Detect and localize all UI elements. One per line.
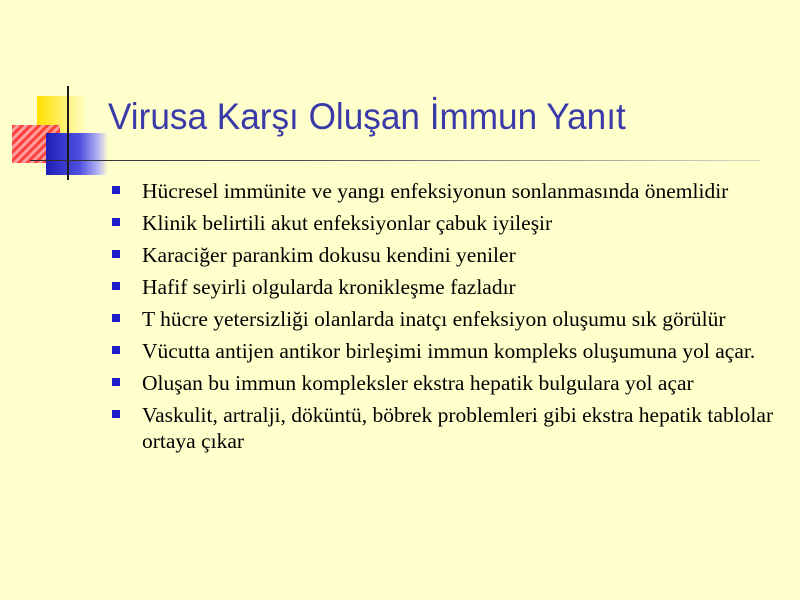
bullet-text: Hafif seyirli olgularda kronikleşme fazladır: [142, 275, 516, 299]
bullet-text: Vaskulit, artralji, döküntü, böbrek problemleri gibi ekstra hepatik tablolar ortaya çıkar: [142, 403, 774, 453]
square-bullet-icon: [112, 410, 120, 418]
square-bullet-icon: [112, 346, 120, 354]
bullet-item: [110, 242, 790, 268]
vertical-rule: [67, 86, 69, 180]
square-bullet-icon: [112, 218, 120, 226]
square-bullet-icon: [112, 282, 120, 290]
square-bullet-icon: [112, 186, 120, 194]
title-underline: [30, 160, 760, 161]
blue-block: [46, 133, 108, 175]
square-bullet-icon: [112, 250, 120, 258]
bullet-item: [110, 370, 790, 396]
slide-title: Virusa Karşı Oluşan İmmun Yanıt: [108, 96, 626, 137]
bullet-list: [110, 178, 790, 460]
bullet-text: Klinik belirtili akut enfeksiyonlar çabuk iyileşir: [142, 211, 553, 235]
bullet-item: [110, 338, 790, 364]
bullet-text: Vücutta antijen antikor birleşimi immun kompleks oluşumuna yol açar.: [142, 339, 756, 363]
bullet-text: Karaciğer parankim dokusu kendini yeniler: [142, 243, 516, 267]
square-bullet-icon: [112, 314, 120, 322]
bullet-item: [110, 210, 790, 236]
bullet-item: [110, 274, 790, 300]
bullet-item: [110, 178, 790, 204]
bullet-item: [110, 306, 790, 332]
bullet-text: T hücre yetersizliği olanlarda inatçı enfeksiyon oluşumu sık görülür: [142, 307, 726, 331]
bullet-text: Hücresel immünite ve yangı enfeksiyonun sonlanmasında önemlidir: [142, 179, 729, 203]
bullet-item: [110, 402, 790, 454]
corner-blocks-logo: [0, 0, 120, 190]
bullet-text: Oluşan bu immun kompleksler ekstra hepatik bulgulara yol açar: [142, 371, 694, 395]
square-bullet-icon: [112, 378, 120, 386]
